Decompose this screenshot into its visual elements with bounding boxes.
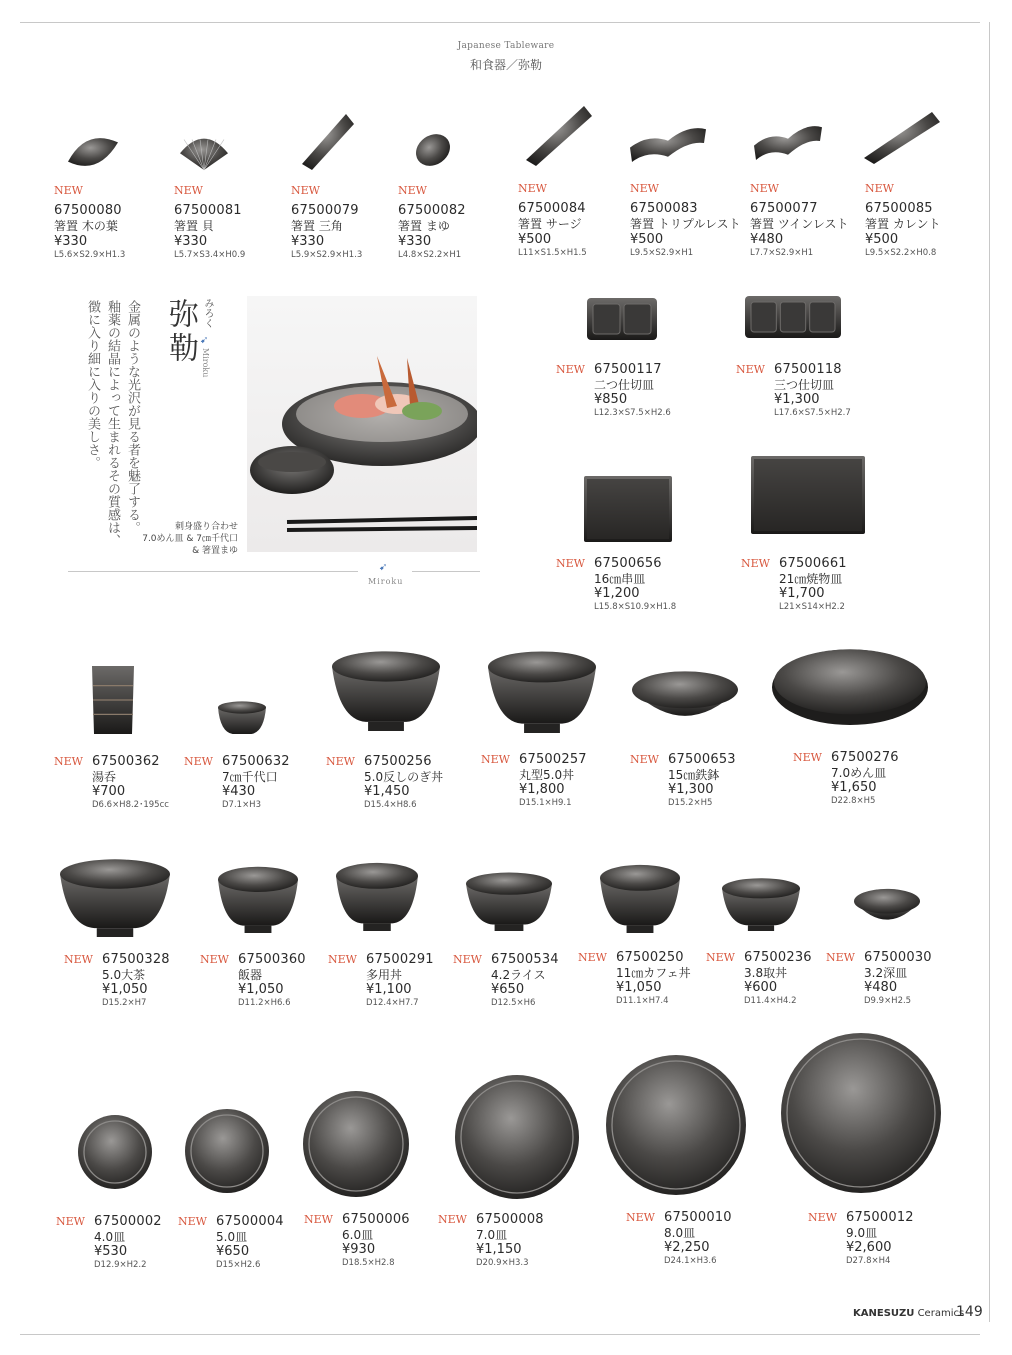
product-name: 9.0皿 <box>846 1225 878 1240</box>
new-badge: NEW <box>865 182 894 195</box>
product-price: ¥1,200 <box>594 586 640 602</box>
product-price: ¥1,450 <box>364 784 410 800</box>
feature-copy-col2: 釉薬の結晶によって生まれるその質感は、 <box>105 300 120 547</box>
shallow-bowl-icon <box>630 670 740 736</box>
product-price: ¥930 <box>342 1242 376 1258</box>
triple-rest-icon <box>628 120 708 166</box>
product-name: 三つ仕切皿 <box>774 377 835 392</box>
product-info <box>200 948 306 1009</box>
product-image <box>522 102 594 168</box>
plate-icon <box>605 1052 747 1198</box>
product-info <box>865 182 941 258</box>
product-code: 67500079 <box>291 203 359 219</box>
new-badge: NEW <box>706 951 735 964</box>
product-price: ¥2,600 <box>846 1240 892 1256</box>
product-code: 67500004 <box>216 1214 284 1229</box>
rice-bowl-icon <box>216 864 300 934</box>
triangle-rest-icon <box>298 110 356 172</box>
product-info <box>706 946 812 1007</box>
new-badge: NEW <box>630 182 659 195</box>
new-badge: NEW <box>481 753 510 766</box>
shell-rest-icon <box>176 128 232 174</box>
new-badge: NEW <box>518 182 547 195</box>
product-size: L12.3×S7.5×H2.6 <box>594 408 671 419</box>
product-image <box>770 644 930 734</box>
product-name: 3.2深皿 <box>864 965 908 980</box>
product-size: D12.9×H2.2 <box>94 1260 147 1271</box>
product-code: 67500534 <box>491 952 559 967</box>
product-price: ¥480 <box>750 231 784 247</box>
product-name: 5.0皿 <box>216 1229 248 1244</box>
product-size: D24.1×H3.6 <box>664 1256 717 1267</box>
product-name: 丸型5.0丼 <box>519 767 575 782</box>
product-info <box>178 1210 284 1271</box>
product-size: D15.1×H9.1 <box>519 798 572 809</box>
product-code: 67500084 <box>518 201 586 217</box>
product-image <box>334 860 420 932</box>
product-info <box>481 748 587 809</box>
new-badge: NEW <box>438 1213 467 1226</box>
new-badge: NEW <box>304 1213 333 1226</box>
product-info <box>291 184 362 260</box>
product-code: 67500661 <box>779 556 847 571</box>
product-info <box>741 552 847 613</box>
product-code: 67500653 <box>668 752 736 767</box>
product-code: 67500085 <box>865 201 933 217</box>
product-image <box>605 1052 747 1198</box>
product-size: L5.7×S3.4×H0.9 <box>174 249 246 260</box>
product-price: ¥850 <box>594 392 628 408</box>
product-name: 箸置 トリプルレスト <box>630 217 741 232</box>
product-image <box>464 870 554 932</box>
product-image <box>302 1090 410 1198</box>
product-size: L5.9×S2.9×H1.3 <box>291 249 363 260</box>
footer-brand <box>853 1308 964 1319</box>
new-badge: NEW <box>556 557 585 570</box>
product-size: L17.6×S7.5×H2.7 <box>774 408 851 419</box>
product-price: ¥330 <box>291 233 325 249</box>
footer-brand-suffix: Ceramics <box>917 1308 965 1319</box>
feature-copy-col1: 金属のような光沢が見る者を魅了する。 <box>125 300 140 534</box>
teacup-icon <box>88 664 138 736</box>
product-info <box>64 948 170 1009</box>
product-size: D12.4×H7.7 <box>366 998 419 1009</box>
product-price: ¥500 <box>630 231 664 247</box>
product-price: ¥1,150 <box>476 1242 522 1258</box>
product-info <box>630 182 741 258</box>
product-image <box>744 294 842 340</box>
three-section-plate-icon <box>744 294 842 340</box>
product-image <box>852 888 922 932</box>
product-price: ¥530 <box>94 1244 128 1260</box>
feature-photo-illustration <box>247 296 477 552</box>
feature-photo <box>247 296 477 552</box>
product-size: D11.4×H4.2 <box>744 996 797 1007</box>
product-name: 箸置 まゆ <box>398 219 450 234</box>
current-rest-icon <box>860 108 942 166</box>
new-badge: NEW <box>184 755 213 768</box>
product-name: 箸置 カレント <box>865 217 941 232</box>
product-info <box>630 748 736 809</box>
top-rule <box>20 22 980 23</box>
product-price: ¥480 <box>864 980 898 996</box>
product-image <box>630 670 740 736</box>
product-size: L7.7×S2.9×H1 <box>750 247 814 258</box>
product-info <box>174 184 245 260</box>
product-info <box>304 1208 410 1269</box>
product-price: ¥700 <box>92 784 126 800</box>
new-badge: NEW <box>578 951 607 964</box>
product-size: D11.2×H6.6 <box>238 998 291 1009</box>
product-image <box>450 1074 584 1200</box>
product-image <box>216 864 300 934</box>
product-image <box>860 108 942 166</box>
feature-roman: Miroku <box>201 348 210 378</box>
product-code: 67500083 <box>630 201 698 217</box>
new-badge: NEW <box>54 755 83 768</box>
product-image <box>58 856 172 938</box>
new-badge: NEW <box>556 363 585 376</box>
product-price: ¥650 <box>216 1244 250 1260</box>
product-image <box>486 648 598 734</box>
product-size: D15.2×H7 <box>102 998 147 1009</box>
header-title: 和食器／弥勒 <box>469 58 542 72</box>
product-code: 67500291 <box>366 952 434 967</box>
new-badge: NEW <box>741 557 770 570</box>
product-name: 7.0皿 <box>476 1227 508 1242</box>
product-size: D20.9×H3.3 <box>476 1258 529 1269</box>
tea-bowl-icon <box>58 856 172 938</box>
product-size: D15.2×H5 <box>668 798 713 809</box>
product-name: 7㎝千代口 <box>222 769 278 784</box>
product-size: D11.1×H7.4 <box>616 996 669 1007</box>
product-code: 67500012 <box>846 1210 914 1225</box>
product-info <box>453 948 559 1009</box>
product-price: ¥1,050 <box>102 982 148 998</box>
product-info <box>578 946 691 1007</box>
new-badge: NEW <box>64 953 93 966</box>
feature-divider-left <box>68 571 358 572</box>
rect-plate-icon <box>583 475 673 543</box>
new-badge: NEW <box>200 953 229 966</box>
product-size: D7.1×H3 <box>222 800 261 811</box>
new-badge: NEW <box>56 1215 85 1228</box>
plate-icon <box>302 1090 410 1198</box>
product-size: L9.5×S2.2×H0.8 <box>865 247 937 258</box>
product-code: 67500008 <box>476 1212 544 1227</box>
product-image <box>330 648 442 732</box>
product-name: 4.2ライス <box>491 967 546 982</box>
product-size: L21×S14×H2.2 <box>779 602 845 613</box>
product-size: L15.8×S10.9×H1.8 <box>594 602 677 613</box>
product-image <box>176 128 232 174</box>
product-info <box>54 184 125 260</box>
product-name: 16㎝串皿 <box>594 571 646 586</box>
product-price: ¥330 <box>174 233 208 249</box>
product-image <box>216 700 268 734</box>
new-badge: NEW <box>54 184 83 197</box>
product-price: ¥650 <box>491 982 525 998</box>
header-subtitle: Japanese Tableware <box>457 41 555 51</box>
product-size: D9.9×H2.5 <box>864 996 912 1007</box>
product-name: 21㎝焼物皿 <box>779 571 843 586</box>
product-size: D18.5×H2.8 <box>342 1258 395 1269</box>
product-image <box>184 1108 270 1194</box>
product-price: ¥500 <box>865 231 899 247</box>
product-code: 67500077 <box>750 201 818 217</box>
new-badge: NEW <box>326 755 355 768</box>
twin-rest-icon <box>752 118 824 164</box>
product-name: 箸置 サージ <box>518 217 582 232</box>
product-code: 67500030 <box>864 950 932 965</box>
product-size: L5.6×S2.9×H1.3 <box>54 249 126 260</box>
product-info <box>326 750 443 811</box>
multi-bowl-icon <box>334 860 420 932</box>
product-info <box>556 358 671 419</box>
new-badge: NEW <box>174 184 203 197</box>
product-price: ¥1,300 <box>668 782 714 798</box>
product-code: 67500236 <box>744 950 812 965</box>
product-name: 湯呑 <box>92 769 117 784</box>
new-badge: NEW <box>808 1211 837 1224</box>
product-name: 4.0皿 <box>94 1229 126 1244</box>
product-image <box>586 296 658 342</box>
product-code: 67500362 <box>92 754 160 769</box>
plate-icon <box>74 1114 156 1190</box>
product-info <box>184 750 290 811</box>
plate-icon <box>450 1074 584 1200</box>
product-info <box>398 184 466 260</box>
product-code: 67500082 <box>398 203 466 219</box>
product-info <box>826 946 932 1007</box>
deep-dish-icon <box>852 888 922 932</box>
new-badge: NEW <box>626 1211 655 1224</box>
feature-caption-line-3: & 箸置まゆ <box>192 546 238 556</box>
product-code: 67500360 <box>238 952 306 967</box>
product-info <box>54 750 169 811</box>
product-name: 箸置 三角 <box>291 219 343 234</box>
product-name: 5.0反しのぎ丼 <box>364 769 444 784</box>
product-info <box>556 552 676 613</box>
rice-bowl-small-icon <box>464 870 554 932</box>
page-number: 149 <box>956 1304 983 1320</box>
footer-brand-name: KANESUZU <box>853 1308 915 1319</box>
small-cup-icon <box>216 700 268 734</box>
product-code: 67500257 <box>519 752 587 767</box>
new-badge: NEW <box>398 184 427 197</box>
product-info <box>438 1208 544 1269</box>
product-name: 3.8取丼 <box>744 965 788 980</box>
two-section-plate-icon <box>586 296 658 342</box>
product-price: ¥1,050 <box>616 980 662 996</box>
product-name: 11㎝カフェ丼 <box>616 965 691 980</box>
product-price: ¥1,700 <box>779 586 825 602</box>
product-code: 67500080 <box>54 203 122 219</box>
product-info <box>626 1206 732 1267</box>
product-size: L4.8×S2.2×H1 <box>398 249 462 260</box>
product-image <box>88 664 138 736</box>
product-price: ¥600 <box>744 980 778 996</box>
product-price: ¥430 <box>222 784 256 800</box>
product-price: ¥500 <box>518 231 552 247</box>
cafe-bowl-icon <box>598 862 682 934</box>
product-size: D12.5×H6 <box>491 998 536 1009</box>
feature-divider-label: Miroku <box>368 577 404 586</box>
product-code: 67500010 <box>664 1210 732 1225</box>
product-name: 8.0皿 <box>664 1225 696 1240</box>
feature-reading: みろく <box>202 298 213 328</box>
bowl-icon <box>330 648 442 732</box>
product-image <box>780 1030 942 1196</box>
product-code: 67500656 <box>594 556 662 571</box>
product-info <box>736 358 851 419</box>
product-code: 67500256 <box>364 754 432 769</box>
product-name: 15㎝鉄鉢 <box>668 767 720 782</box>
product-info <box>793 746 899 807</box>
new-badge: NEW <box>736 363 765 376</box>
product-price: ¥330 <box>398 233 432 249</box>
product-name: 多用丼 <box>366 967 403 982</box>
rect-plate-large-icon <box>750 455 866 535</box>
product-name: 箸置 貝 <box>174 219 214 234</box>
feature-caption-line-1: 刺身盛り合わせ <box>174 522 238 532</box>
product-image <box>412 128 454 172</box>
product-image <box>298 110 356 172</box>
product-name: 箸置 ツインレスト <box>750 217 849 232</box>
product-size: D27.8×H4 <box>846 1256 891 1267</box>
feature-title: 弥勒 <box>163 298 198 366</box>
product-image <box>583 475 673 543</box>
product-size: D22.8×H5 <box>831 796 876 807</box>
feature-caption-line-2: 7.0めん皿 & 7㎝千代口 <box>142 534 238 544</box>
product-info <box>750 182 849 258</box>
serge-rest-icon <box>522 102 594 168</box>
product-name: 飯器 <box>238 967 263 982</box>
product-price: ¥2,250 <box>664 1240 710 1256</box>
product-info <box>328 948 434 1009</box>
product-image <box>720 876 802 932</box>
plate-icon <box>780 1030 942 1196</box>
new-badge: NEW <box>750 182 779 195</box>
product-info <box>808 1206 914 1267</box>
oval-rest-icon <box>412 128 454 172</box>
noodle-plate-icon <box>770 644 930 734</box>
feature-divider-right <box>412 571 480 572</box>
leaf-rest-icon <box>62 128 122 176</box>
feature-copy-col3: 徴に入り細に入りの美しさ。 <box>85 300 100 469</box>
feature-caption <box>120 521 238 557</box>
product-code: 67500632 <box>222 754 290 769</box>
product-image <box>752 118 824 164</box>
product-code: 67500276 <box>831 750 899 765</box>
new-badge: NEW <box>291 184 320 197</box>
product-code: 67500118 <box>774 362 842 377</box>
product-code: 67500117 <box>594 362 662 377</box>
new-badge: NEW <box>453 953 482 966</box>
feature-reading-mark-icon: ➹ <box>200 335 209 346</box>
feature-divider-icon: ➹ <box>379 562 388 573</box>
new-badge: NEW <box>793 751 822 764</box>
product-code: 67500006 <box>342 1212 410 1227</box>
product-price: ¥1,800 <box>519 782 565 798</box>
product-size: D15×H2.6 <box>216 1260 261 1271</box>
bottom-rule <box>20 1334 980 1335</box>
product-image <box>598 862 682 934</box>
product-name: 6.0皿 <box>342 1227 374 1242</box>
product-price: ¥330 <box>54 233 88 249</box>
product-image <box>62 128 122 176</box>
product-code: 67500328 <box>102 952 170 967</box>
product-price: ¥1,050 <box>238 982 284 998</box>
new-badge: NEW <box>826 951 855 964</box>
product-code: 67500081 <box>174 203 242 219</box>
product-image <box>628 120 708 166</box>
new-badge: NEW <box>178 1215 207 1228</box>
new-badge: NEW <box>630 753 659 766</box>
right-rule <box>989 22 990 1322</box>
product-size: D15.4×H8.6 <box>364 800 417 811</box>
product-price: ¥1,300 <box>774 392 820 408</box>
plate-icon <box>184 1108 270 1194</box>
product-name: 7.0めん皿 <box>831 765 887 780</box>
serving-bowl-icon <box>720 876 802 932</box>
product-name: 箸置 木の葉 <box>54 219 118 234</box>
product-info <box>56 1210 162 1271</box>
product-image <box>750 455 866 535</box>
product-info <box>518 182 587 258</box>
product-price: ¥1,650 <box>831 780 877 796</box>
product-name: 5.0大茶 <box>102 967 146 982</box>
product-size: L11×S1.5×H1.5 <box>518 247 587 258</box>
product-price: ¥1,100 <box>366 982 412 998</box>
round-bowl-icon <box>486 648 598 734</box>
product-code: 67500002 <box>94 1214 162 1229</box>
product-image <box>74 1114 156 1190</box>
product-size: L9.5×S2.9×H1 <box>630 247 694 258</box>
product-code: 67500250 <box>616 950 684 965</box>
product-size: D6.6×H8.2･195cc <box>92 800 169 811</box>
new-badge: NEW <box>328 953 357 966</box>
product-name: 二つ仕切皿 <box>594 377 655 392</box>
